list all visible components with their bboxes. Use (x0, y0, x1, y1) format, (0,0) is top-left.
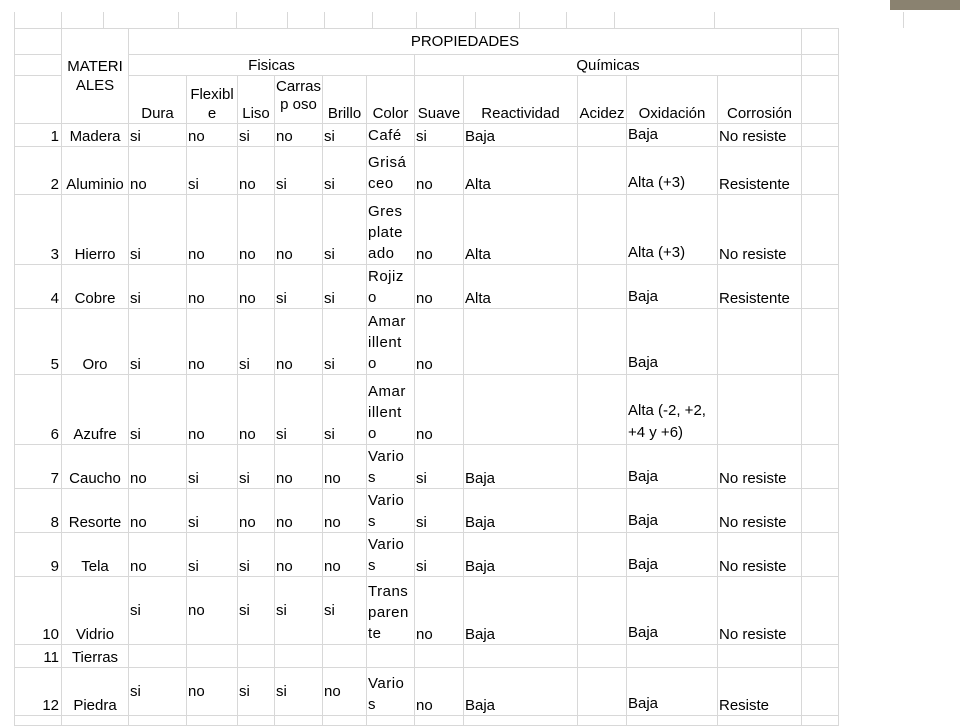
color-cell[interactable]: Vario s (367, 445, 415, 489)
col-header-carrasposo[interactable]: Carrasp oso (275, 76, 323, 124)
corrosion-cell[interactable]: No resiste (718, 577, 802, 645)
corrosion-cell[interactable]: Resistente (718, 147, 802, 195)
dura-cell[interactable]: si (129, 375, 187, 445)
reactividad-cell[interactable]: Baja (464, 577, 578, 645)
corrosion-cell[interactable]: No resiste (718, 445, 802, 489)
row-number[interactable]: 5 (15, 309, 62, 375)
cell[interactable] (238, 716, 275, 726)
row-number[interactable]: 1 (15, 124, 62, 147)
flexible-cell[interactable]: no (187, 195, 238, 265)
cell[interactable] (802, 445, 839, 489)
corrosion-cell[interactable]: No resiste (718, 195, 802, 265)
reactividad-cell[interactable]: Baja (464, 445, 578, 489)
oxidacion-cell[interactable]: Baja (627, 668, 718, 716)
cell[interactable] (15, 29, 62, 55)
flexible-cell[interactable]: no (187, 309, 238, 375)
table-row (15, 195, 839, 265)
material-cell[interactable]: Madera (62, 124, 129, 147)
liso-cell[interactable]: no (238, 147, 275, 195)
cell[interactable] (802, 716, 839, 726)
flexible-cell[interactable]: si (187, 147, 238, 195)
col-header-corrosion[interactable]: Corrosión (718, 76, 802, 124)
carrasposo-cell[interactable]: si (275, 577, 323, 645)
top-gridlines (14, 12, 904, 28)
cell[interactable] (15, 716, 62, 726)
material-cell[interactable]: Cobre (62, 265, 129, 309)
suave-cell[interactable]: no (415, 668, 464, 716)
oxidacion-cell[interactable] (627, 645, 718, 668)
table-row (15, 668, 839, 716)
oxidacion-cell[interactable]: Baja (627, 489, 718, 533)
material-cell[interactable]: Oro (62, 309, 129, 375)
color-cell[interactable] (367, 645, 415, 668)
acidez-cell[interactable] (578, 309, 627, 375)
cell[interactable] (578, 716, 627, 726)
oxidacion-cell[interactable]: Baja (627, 124, 718, 147)
dura-cell[interactable]: no (129, 147, 187, 195)
cell[interactable] (802, 195, 839, 265)
color-cell[interactable]: Gres plate ado (367, 195, 415, 265)
cell[interactable] (187, 716, 238, 726)
material-cell[interactable]: Tela (62, 533, 129, 577)
suave-cell[interactable]: si (415, 533, 464, 577)
color-cell[interactable]: Grisá ceo (367, 147, 415, 195)
flexible-cell[interactable]: no (187, 124, 238, 147)
color-cell[interactable]: Amar illent o (367, 375, 415, 445)
acidez-cell[interactable] (578, 265, 627, 309)
acidez-cell[interactable] (578, 668, 627, 716)
dura-cell[interactable] (129, 645, 187, 668)
brillo-cell[interactable]: si (323, 195, 367, 265)
oxidacion-cell[interactable]: Baja (627, 533, 718, 577)
row-number[interactable]: 12 (15, 668, 62, 716)
liso-cell[interactable]: si (238, 577, 275, 645)
corner-decoration (890, 0, 960, 10)
liso-cell[interactable]: no (238, 375, 275, 445)
table-row (15, 445, 839, 489)
brillo-cell[interactable]: si (323, 147, 367, 195)
liso-cell[interactable]: no (238, 195, 275, 265)
color-cell[interactable]: Vario s (367, 533, 415, 577)
col-header-suave[interactable]: Suave (415, 76, 464, 124)
table-row (15, 716, 839, 726)
liso-cell[interactable]: no (238, 489, 275, 533)
cell[interactable] (627, 716, 718, 726)
acidez-cell[interactable] (578, 195, 627, 265)
carrasposo-cell[interactable]: no (275, 533, 323, 577)
material-cell[interactable]: Vidrio (62, 577, 129, 645)
oxidacion-cell[interactable]: Alta (-2, +2, +4 y +6) (627, 375, 718, 445)
cell[interactable] (802, 124, 839, 147)
corrosion-cell[interactable]: Resistente (718, 265, 802, 309)
cell[interactable] (129, 716, 187, 726)
corrosion-cell[interactable]: No resiste (718, 124, 802, 147)
cell[interactable] (802, 265, 839, 309)
col-header-color[interactable]: Color (367, 76, 415, 124)
col-header-acidez[interactable]: Acidez (578, 76, 627, 124)
liso-cell[interactable]: no (238, 265, 275, 309)
table-row (15, 375, 839, 445)
suave-cell[interactable]: si (415, 445, 464, 489)
brillo-cell[interactable]: no (323, 533, 367, 577)
row-number[interactable]: 2 (15, 147, 62, 195)
row-number[interactable]: 3 (15, 195, 62, 265)
liso-cell[interactable] (238, 645, 275, 668)
flexible-cell[interactable]: no (187, 668, 238, 716)
liso-cell[interactable]: si (238, 668, 275, 716)
brillo-cell[interactable]: si (323, 375, 367, 445)
cell[interactable] (802, 533, 839, 577)
suave-cell[interactable]: no (415, 577, 464, 645)
suave-cell[interactable]: no (415, 309, 464, 375)
brillo-cell[interactable]: no (323, 668, 367, 716)
reactividad-cell[interactable] (464, 375, 578, 445)
header-materiales[interactable]: MATERIALES (62, 29, 129, 124)
properties-table (14, 28, 839, 726)
carrasposo-cell[interactable] (275, 645, 323, 668)
carrasposo-cell[interactable]: si (275, 265, 323, 309)
oxidacion-cell[interactable]: Baja (627, 265, 718, 309)
cell[interactable] (367, 716, 415, 726)
cell[interactable] (275, 716, 323, 726)
corrosion-cell[interactable]: No resiste (718, 533, 802, 577)
cell[interactable] (802, 29, 839, 55)
material-cell[interactable]: Azufre (62, 375, 129, 445)
material-cell[interactable]: Piedra (62, 668, 129, 716)
table-row (15, 577, 839, 645)
brillo-cell[interactable]: si (323, 265, 367, 309)
col-header-dura[interactable]: Dura (129, 76, 187, 124)
brillo-cell[interactable]: si (323, 309, 367, 375)
dura-cell[interactable]: no (129, 533, 187, 577)
corrosion-cell[interactable] (718, 645, 802, 668)
cell[interactable] (415, 716, 464, 726)
suave-cell[interactable]: no (415, 265, 464, 309)
table-row (15, 533, 839, 577)
cell[interactable] (802, 147, 839, 195)
reactividad-cell[interactable]: Baja (464, 533, 578, 577)
col-header-reactividad[interactable]: Reactividad (464, 76, 578, 124)
reactividad-cell[interactable]: Baja (464, 668, 578, 716)
liso-cell[interactable]: si (238, 533, 275, 577)
table-row (15, 309, 839, 375)
acidez-cell[interactable] (578, 147, 627, 195)
dura-cell[interactable]: si (129, 195, 187, 265)
cell[interactable] (15, 55, 62, 76)
flexible-cell[interactable]: si (187, 533, 238, 577)
acidez-cell[interactable] (578, 445, 627, 489)
cell[interactable] (15, 76, 62, 124)
cell[interactable] (802, 577, 839, 645)
cell[interactable] (802, 76, 839, 124)
suave-cell[interactable]: no (415, 375, 464, 445)
oxidacion-cell[interactable]: Alta (+3) (627, 147, 718, 195)
material-cell[interactable]: Hierro (62, 195, 129, 265)
dura-cell[interactable]: no (129, 445, 187, 489)
cell[interactable] (718, 716, 802, 726)
col-header-brillo[interactable]: Brillo (323, 76, 367, 124)
flexible-cell[interactable] (187, 645, 238, 668)
col-header-flexible[interactable]: Flexible (187, 76, 238, 124)
oxidacion-cell[interactable]: Alta (+3) (627, 195, 718, 265)
dura-cell[interactable]: si (129, 265, 187, 309)
dura-cell[interactable]: si (129, 668, 187, 716)
acidez-cell[interactable] (578, 124, 627, 147)
carrasposo-cell[interactable]: si (275, 375, 323, 445)
acidez-cell[interactable] (578, 533, 627, 577)
oxidacion-cell[interactable]: Baja (627, 577, 718, 645)
flexible-cell[interactable]: si (187, 445, 238, 489)
material-cell[interactable]: Resorte (62, 489, 129, 533)
row-number[interactable]: 10 (15, 577, 62, 645)
oxidacion-cell[interactable]: Baja (627, 309, 718, 375)
color-cell[interactable]: Café (367, 124, 415, 147)
flexible-cell[interactable]: no (187, 375, 238, 445)
cell[interactable] (802, 309, 839, 375)
brillo-cell[interactable]: no (323, 445, 367, 489)
reactividad-cell[interactable]: Alta (464, 147, 578, 195)
cell[interactable] (802, 668, 839, 716)
liso-cell[interactable]: si (238, 309, 275, 375)
cell[interactable] (802, 489, 839, 533)
carrasposo-cell[interactable]: no (275, 445, 323, 489)
suave-cell[interactable]: si (415, 489, 464, 533)
col-header-liso[interactable]: Liso (238, 76, 275, 124)
cell[interactable] (802, 375, 839, 445)
color-cell[interactable]: Vario s (367, 668, 415, 716)
oxidacion-cell[interactable]: Baja (627, 445, 718, 489)
material-cell[interactable]: Tierras (62, 645, 129, 668)
dura-cell[interactable]: si (129, 577, 187, 645)
row-number[interactable]: 8 (15, 489, 62, 533)
corrosion-cell[interactable] (718, 375, 802, 445)
brillo-cell[interactable]: si (323, 577, 367, 645)
brillo-cell[interactable] (323, 645, 367, 668)
reactividad-cell[interactable] (464, 309, 578, 375)
material-cell[interactable]: Caucho (62, 445, 129, 489)
color-cell[interactable]: Amar illent o (367, 309, 415, 375)
reactividad-cell[interactable]: Baja (464, 124, 578, 147)
acidez-cell[interactable] (578, 577, 627, 645)
cell[interactable] (323, 716, 367, 726)
cell[interactable] (802, 55, 839, 76)
material-cell[interactable]: Aluminio (62, 147, 129, 195)
reactividad-cell[interactable] (464, 645, 578, 668)
acidez-cell[interactable] (578, 375, 627, 445)
flexible-cell[interactable]: no (187, 265, 238, 309)
brillo-cell[interactable]: no (323, 489, 367, 533)
color-cell[interactable]: Vario s (367, 489, 415, 533)
header-quimicas[interactable]: Químicas (415, 55, 802, 76)
dura-cell[interactable]: si (129, 309, 187, 375)
header-propiedades[interactable]: PROPIEDADES (129, 29, 802, 55)
row-number[interactable]: 4 (15, 265, 62, 309)
row-number[interactable]: 7 (15, 445, 62, 489)
col-header-oxidacion[interactable]: Oxidación (627, 76, 718, 124)
suave-cell[interactable] (415, 645, 464, 668)
acidez-cell[interactable] (578, 645, 627, 668)
table-row (15, 645, 839, 668)
corrosion-cell[interactable]: No resiste (718, 489, 802, 533)
carrasposo-cell[interactable]: no (275, 309, 323, 375)
cell[interactable] (62, 716, 129, 726)
table-row (15, 265, 839, 309)
suave-cell[interactable]: si (415, 124, 464, 147)
row-number[interactable]: 11 (15, 645, 62, 668)
carrasposo-cell[interactable]: no (275, 195, 323, 265)
cell[interactable] (802, 645, 839, 668)
carrasposo-cell[interactable]: si (275, 147, 323, 195)
suave-cell[interactable]: no (415, 195, 464, 265)
table-row (15, 147, 839, 195)
liso-cell[interactable]: si (238, 445, 275, 489)
table-row (15, 489, 839, 533)
flexible-cell[interactable]: si (187, 489, 238, 533)
flexible-cell[interactable]: no (187, 577, 238, 645)
brillo-cell[interactable]: si (323, 124, 367, 147)
carrasposo-cell[interactable]: no (275, 124, 323, 147)
reactividad-cell[interactable]: Baja (464, 489, 578, 533)
cell[interactable] (464, 716, 578, 726)
carrasposo-cell[interactable]: si (275, 668, 323, 716)
acidez-cell[interactable] (578, 489, 627, 533)
color-cell[interactable]: Rojiz o (367, 265, 415, 309)
row-number[interactable]: 9 (15, 533, 62, 577)
carrasposo-cell[interactable]: no (275, 489, 323, 533)
table-row (15, 124, 839, 147)
dura-cell[interactable]: si (129, 124, 187, 147)
row-number[interactable]: 6 (15, 375, 62, 445)
suave-cell[interactable]: no (415, 147, 464, 195)
header-fisicas[interactable]: Fisicas (129, 55, 415, 76)
dura-cell[interactable]: no (129, 489, 187, 533)
liso-cell[interactable]: si (238, 124, 275, 147)
reactividad-cell[interactable]: Alta (464, 265, 578, 309)
corrosion-cell[interactable]: Resiste (718, 668, 802, 716)
color-cell[interactable]: Trans paren te (367, 577, 415, 645)
corrosion-cell[interactable] (718, 309, 802, 375)
reactividad-cell[interactable]: Alta (464, 195, 578, 265)
